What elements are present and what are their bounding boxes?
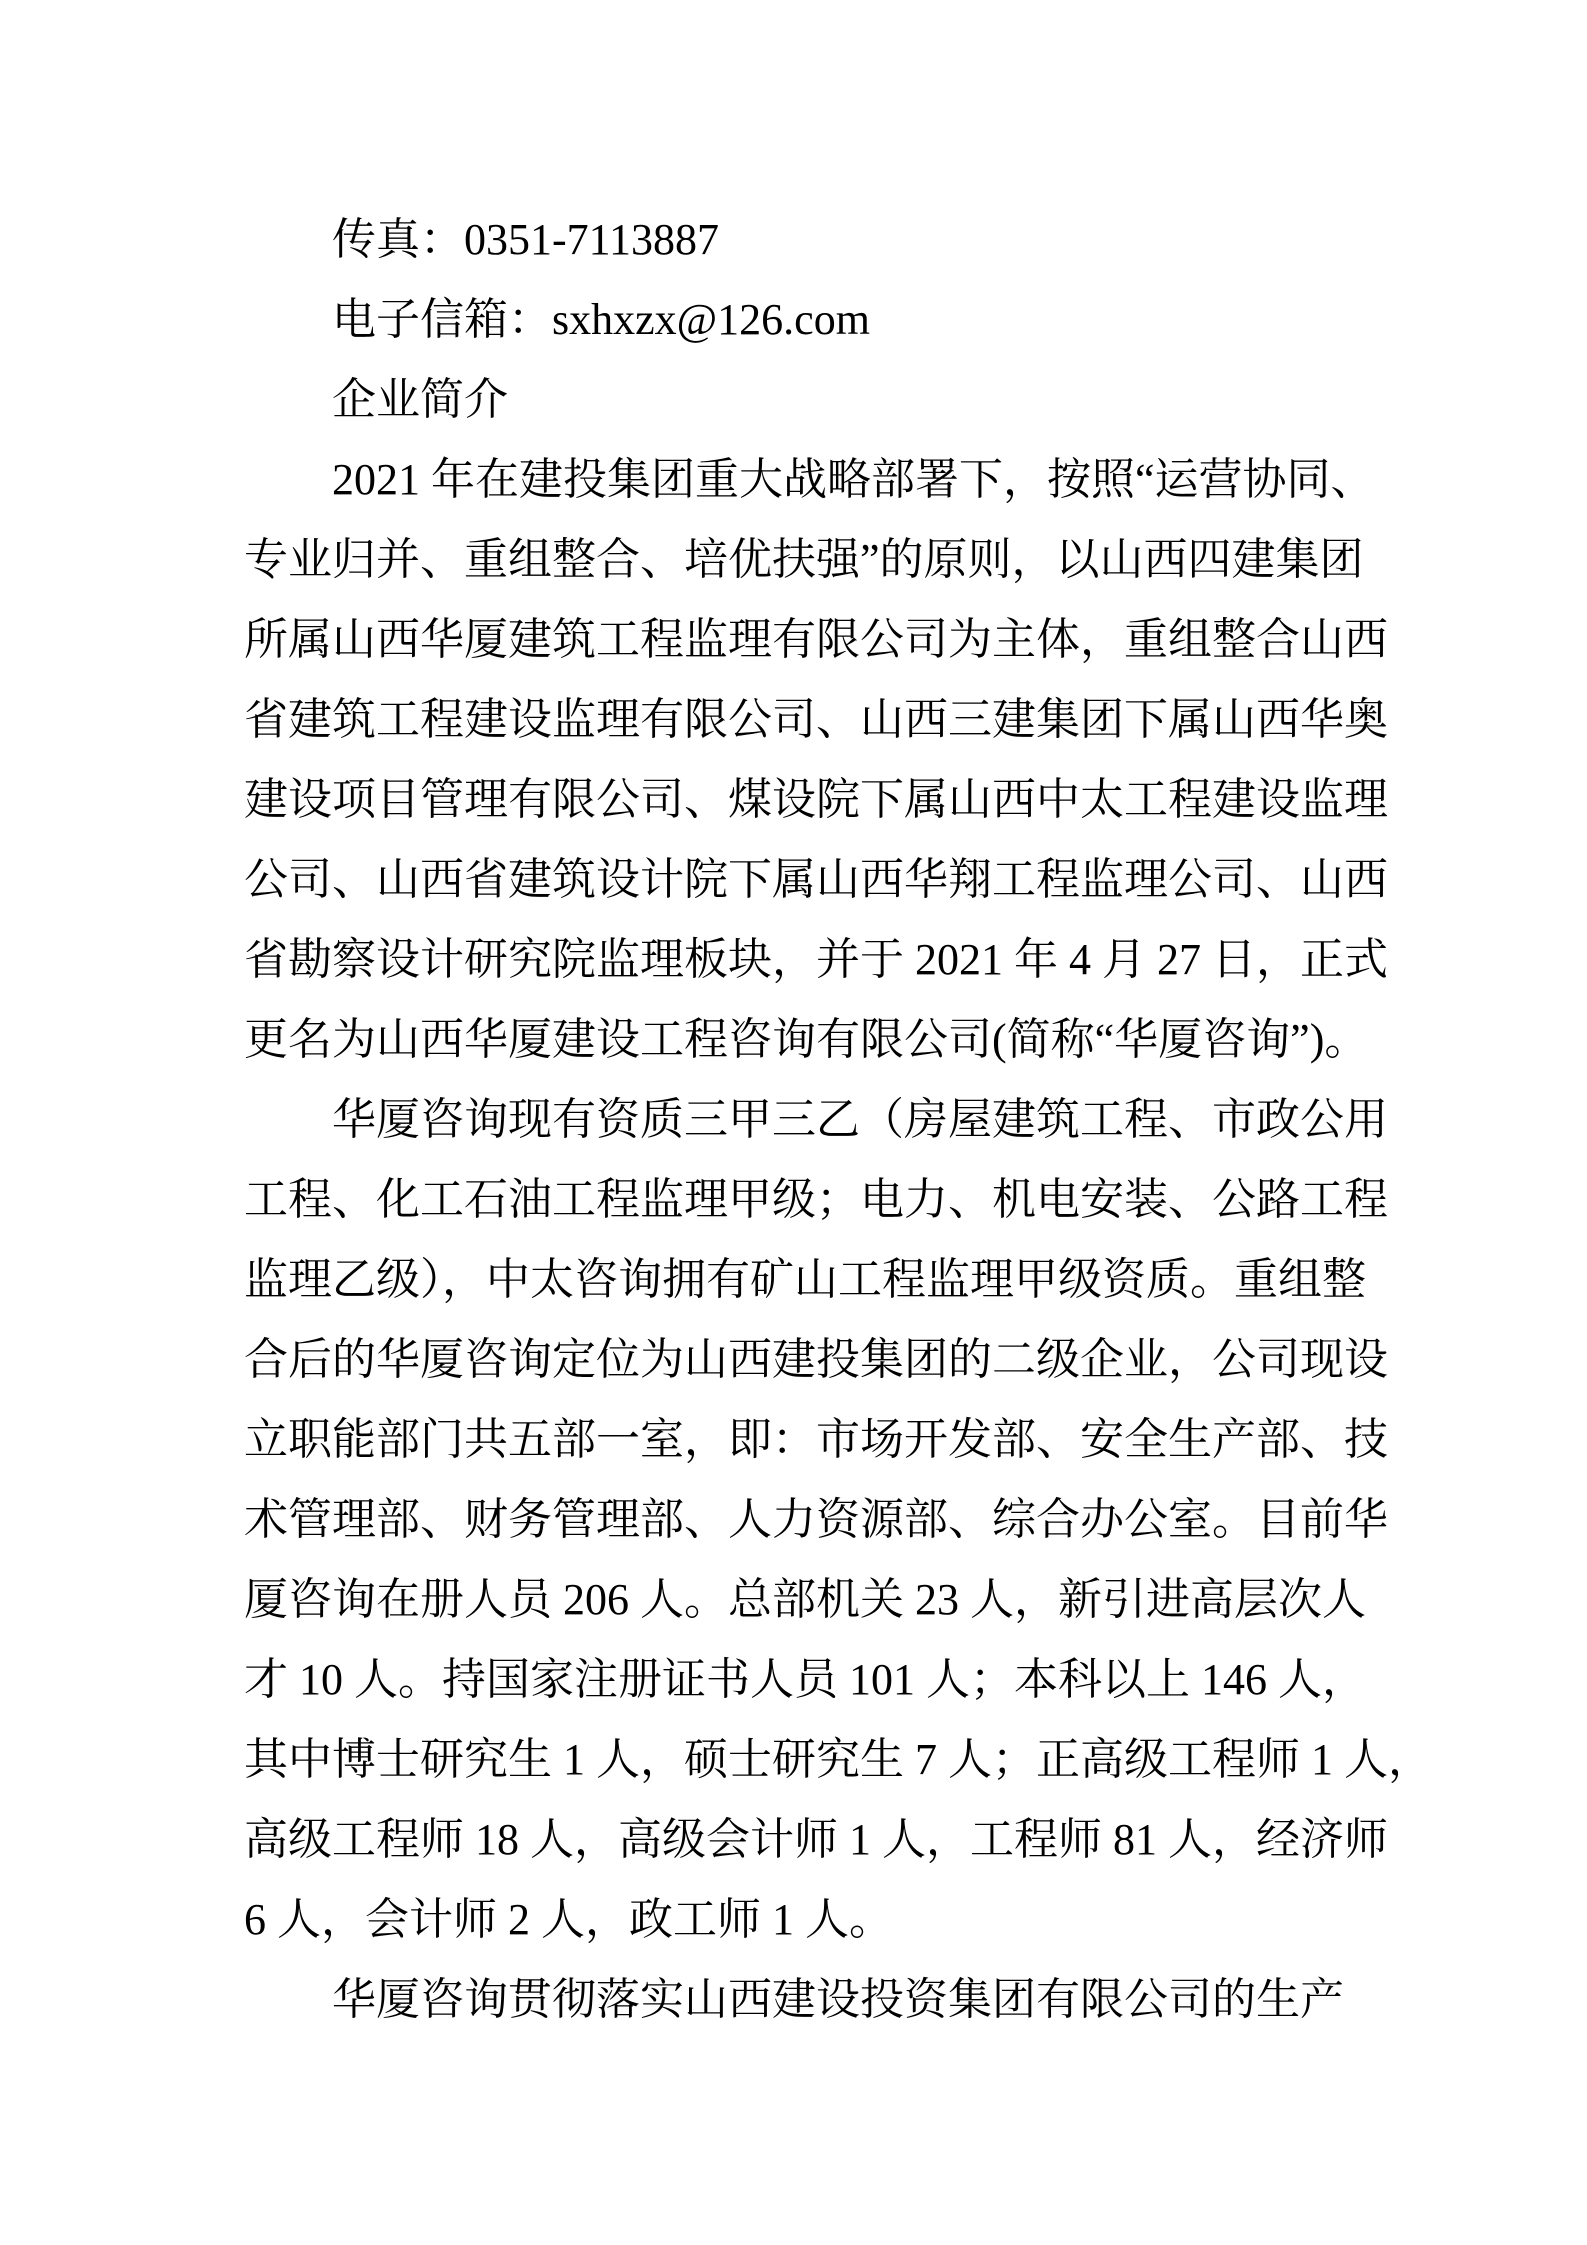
document-line: 监理乙级），中太咨询拥有矿山工程监理甲级资质。重组整 <box>244 1255 1366 1304</box>
document-line: 企业简介 <box>332 375 508 424</box>
document-line: 华厦咨询现有资质三甲三乙（房屋建筑工程、市政公用 <box>332 1095 1388 1144</box>
document-line: 才 10 人。持国家注册证书人员 101 人；本科以上 146 人， <box>244 1655 1366 1704</box>
document-line: 术管理部、财务管理部、人力资源部、综合办公室。目前华 <box>244 1495 1388 1544</box>
document-line: 省建筑工程建设监理有限公司、山西三建集团下属山西华奥 <box>244 695 1388 744</box>
document-line: 省勘察设计研究院监理板块，并于 2021 年 4 月 27 日，正式 <box>244 935 1388 984</box>
document-line: 其中博士研究生 1 人，硕士研究生 7 人；正高级工程师 1 人， <box>244 1735 1432 1784</box>
document-line: 电子信箱：sxhxzx@126.com <box>332 295 870 344</box>
document-line: 更名为山西华厦建设工程咨询有限公司(简称“华厦咨询”)。 <box>244 1015 1369 1064</box>
document-line: 建设项目管理有限公司、煤设院下属山西中太工程建设监理 <box>244 775 1388 824</box>
document-line: 公司、山西省建筑设计院下属山西华翔工程监理公司、山西 <box>244 855 1388 904</box>
document-line: 专业归并、重组整合、培优扶强”的原则，以山西四建集团 <box>244 535 1364 584</box>
document-line: 合后的华厦咨询定位为山西建投集团的二级企业，公司现设 <box>244 1335 1388 1384</box>
document-line: 华厦咨询贯彻落实山西建设投资集团有限公司的生产 <box>332 1975 1344 2024</box>
document-line: 传真：0351-7113887 <box>332 215 720 264</box>
document-content <box>244 200 1432 2040</box>
document-line: 工程、化工石油工程监理甲级；电力、机电安装、公路工程 <box>244 1175 1388 1224</box>
document-line: 2021 年在建投集团重大战略部署下，按照“运营协同、 <box>332 455 1375 504</box>
document-line: 立职能部门共五部一室，即：市场开发部、安全生产部、技 <box>244 1415 1388 1464</box>
document-line: 所属山西华厦建筑工程监理有限公司为主体，重组整合山西 <box>244 615 1388 664</box>
document-line: 6 人，会计师 2 人，政工师 1 人。 <box>244 1895 893 1944</box>
document-line: 厦咨询在册人员 206 人。总部机关 23 人，新引进高层次人 <box>244 1575 1366 1624</box>
document-line: 高级工程师 18 人，高级会计师 1 人，工程师 81 人，经济师 <box>244 1815 1388 1864</box>
